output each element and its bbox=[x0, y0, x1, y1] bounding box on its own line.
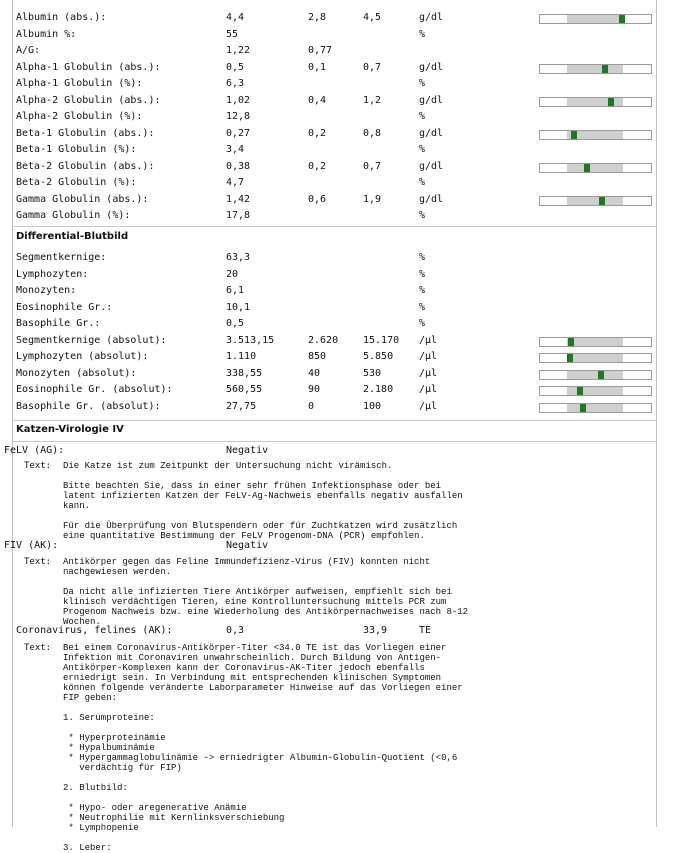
reference-range-bar bbox=[539, 337, 652, 347]
result-min: 0,1 bbox=[308, 61, 327, 73]
reference-range-bar bbox=[539, 370, 652, 380]
result-unit: % bbox=[419, 301, 426, 313]
result-value: 3.513,15 bbox=[226, 334, 275, 346]
reference-range-bar bbox=[539, 64, 652, 74]
result-max: 15.170 bbox=[363, 334, 400, 346]
reference-range-bar bbox=[539, 403, 652, 413]
result-value: 6,3 bbox=[226, 78, 245, 89]
result-unit: % bbox=[419, 268, 426, 280]
result-value: 6,1 bbox=[226, 285, 245, 296]
result-min: 0,77 bbox=[308, 45, 333, 56]
separator bbox=[13, 226, 656, 227]
result-name: Alpha-1 Globulin (%): bbox=[16, 78, 143, 89]
result-value: 1,02 bbox=[226, 94, 251, 106]
result-unit: % bbox=[419, 285, 426, 296]
result-value: 63,3 bbox=[226, 252, 251, 263]
felv-name: FeLV (AG): bbox=[4, 445, 65, 456]
result-name: Albumin %: bbox=[16, 28, 77, 40]
reference-range-bar bbox=[539, 196, 652, 206]
fiv-text-label: Text: bbox=[24, 557, 52, 567]
felv-value: Negativ bbox=[226, 445, 269, 456]
result-name: Albumin (abs.): bbox=[16, 12, 107, 23]
result-name: Beta-2 Globulin (%): bbox=[16, 177, 137, 188]
result-name: Lymphozyten (absolut): bbox=[16, 351, 149, 362]
result-value: 0,38 bbox=[226, 160, 251, 172]
result-name: Alpha-2 Globulin (%): bbox=[16, 111, 143, 122]
result-value: 3,4 bbox=[226, 144, 245, 155]
result-value: 4,7 bbox=[226, 177, 245, 188]
result-value: 338,55 bbox=[226, 367, 263, 379]
result-min: 0,2 bbox=[308, 160, 327, 172]
normal-range-band bbox=[567, 98, 623, 106]
result-min: 2,8 bbox=[308, 12, 327, 23]
result-max: 1,2 bbox=[363, 94, 382, 106]
normal-range-band bbox=[567, 354, 623, 362]
corona-text-label: Text: bbox=[24, 643, 52, 653]
normal-range-band bbox=[567, 15, 623, 23]
normal-range-band bbox=[567, 387, 623, 395]
result-unit: /µl bbox=[419, 384, 438, 395]
result-max: 4,5 bbox=[363, 12, 382, 23]
result-name: Monozyten (absolut): bbox=[16, 367, 137, 379]
result-unit: % bbox=[419, 144, 426, 155]
value-marker bbox=[602, 65, 608, 73]
normal-range-band bbox=[567, 404, 623, 412]
result-name: Eosinophile Gr.: bbox=[16, 301, 113, 313]
result-unit: % bbox=[419, 78, 426, 89]
value-marker bbox=[577, 387, 583, 395]
result-min: 2.620 bbox=[308, 334, 339, 346]
result-unit: % bbox=[419, 252, 426, 263]
fiv-name: FIV (AK): bbox=[4, 540, 59, 551]
normal-range-band bbox=[567, 164, 623, 172]
reference-range-bar bbox=[539, 14, 652, 24]
separator bbox=[13, 420, 656, 421]
result-name: Eosinophile Gr. (absolut): bbox=[16, 384, 173, 395]
result-value: 4,4 bbox=[226, 12, 245, 23]
separator bbox=[13, 441, 656, 442]
value-marker bbox=[584, 164, 590, 172]
result-min: 0,6 bbox=[308, 193, 327, 205]
value-marker bbox=[599, 197, 605, 205]
value-marker bbox=[580, 404, 586, 412]
result-max: 100 bbox=[363, 400, 382, 412]
normal-range-band bbox=[567, 338, 623, 346]
result-name: Lymphozyten: bbox=[16, 268, 89, 280]
result-value: 560,55 bbox=[226, 384, 263, 395]
result-value: 12,8 bbox=[226, 111, 251, 122]
result-unit: /µl bbox=[419, 351, 438, 362]
result-name: A/G: bbox=[16, 45, 41, 56]
normal-range-band bbox=[567, 65, 623, 73]
result-max: 2.180 bbox=[363, 384, 394, 395]
corona-text: Bei einem Coronavirus-Antikörper-Titer <34.0 TE ist das Vorliegen einer Infektion mit Coronaviren unwahrscheinlich. Durch Bildung von Antigen- Antikörper-Komplexen kann der Coronavirus-AK-Titer jedoch ebenfalls erniedrigt sein. In Verbindung mit entsprechenden klinischen Symptomen können folgende veränderte Laborparameter Hinweise auf das Vorliegen einer FIP geben: 1. Serumproteine: * Hyperproteinämie * Hypalbuminämie * Hypergammaglobulinämie -> erniedrigter Albumin-Globulin-Quotient (<0,6 verdächtig für FIP) 2. Blutbild: * Hypo- oder aregenerative Anämie * Neutrophilie mit Kernlinksverschiebung * Lymphopenie 3. Leber: bbox=[63, 643, 463, 853]
value-marker bbox=[571, 131, 577, 139]
result-name: Gamma Globulin (abs.): bbox=[16, 193, 149, 205]
result-value: 27,75 bbox=[226, 400, 257, 412]
result-name: Monozyten: bbox=[16, 285, 77, 296]
result-value: 0,5 bbox=[226, 318, 245, 329]
felv-text-label: Text: bbox=[24, 461, 52, 471]
reference-range-bar bbox=[539, 386, 652, 396]
result-unit: % bbox=[419, 111, 426, 122]
result-min: 40 bbox=[308, 367, 321, 379]
result-name: Beta-2 Globulin (abs.): bbox=[16, 160, 155, 172]
result-name: Beta-1 Globulin (%): bbox=[16, 144, 137, 155]
value-marker bbox=[619, 15, 625, 23]
result-min: 0 bbox=[308, 400, 315, 412]
result-name: Beta-1 Globulin (abs.): bbox=[16, 127, 155, 139]
result-name: Segmentkernige (absolut): bbox=[16, 334, 167, 346]
result-unit: /µl bbox=[419, 367, 438, 379]
result-unit: g/dl bbox=[419, 12, 444, 23]
reference-range-bar bbox=[539, 163, 652, 173]
result-name: Alpha-2 Globulin (abs.): bbox=[16, 94, 161, 106]
result-name: Basophile Gr.: bbox=[16, 318, 101, 329]
corona-row bbox=[16, 623, 432, 719]
result-max: 530 bbox=[363, 367, 382, 379]
result-value: 55 bbox=[226, 28, 239, 40]
result-max: 0,7 bbox=[363, 160, 382, 172]
result-unit: g/dl bbox=[419, 193, 444, 205]
result-value: 0,27 bbox=[226, 127, 251, 139]
result-value: 17,8 bbox=[226, 210, 251, 221]
result-unit: % bbox=[419, 28, 426, 40]
value-marker bbox=[568, 338, 574, 346]
result-max: 0,8 bbox=[363, 127, 382, 139]
result-unit: g/dl bbox=[419, 127, 444, 139]
result-unit: % bbox=[419, 210, 426, 221]
corona-name: Coronavirus, felines (AK): bbox=[16, 625, 173, 636]
result-value: 0,5 bbox=[226, 61, 245, 73]
reference-range-bar bbox=[539, 97, 652, 107]
corona-value: 0,3 bbox=[226, 625, 245, 636]
result-min: 850 bbox=[308, 351, 327, 362]
normal-range-band bbox=[567, 197, 623, 205]
result-unit: /µl bbox=[419, 400, 438, 412]
fiv-value: Negativ bbox=[226, 540, 269, 551]
result-value: 1.110 bbox=[226, 351, 257, 362]
result-min: 0,2 bbox=[308, 127, 327, 139]
result-min: 0,4 bbox=[308, 94, 327, 106]
result-unit: /µl bbox=[419, 334, 438, 346]
fiv-text: Antikörper gegen das Feline Immundefizienz-Virus (FIV) konnten nicht nachgewiesen werden. Da nicht alle infizierten Tiere Antikörper aufweisen, empfiehlt sich bei klinisch verdächtigen Tieren, eine Kontrolluntersuchung mittels PCR zum Progenom Nachweis bzw. eine Wiederholung des Antikörpernachweises nach 8-12 Wochen. bbox=[63, 557, 469, 627]
result-min: 90 bbox=[308, 384, 321, 395]
reference-range-bar bbox=[539, 130, 652, 140]
result-unit: g/dl bbox=[419, 160, 444, 172]
result-name: Segmentkernige: bbox=[16, 252, 107, 263]
result-unit: g/dl bbox=[419, 61, 444, 73]
corona-ref: 33,9 bbox=[363, 625, 388, 636]
value-marker bbox=[598, 371, 604, 379]
result-unit: % bbox=[419, 318, 426, 329]
value-marker bbox=[608, 98, 614, 106]
result-name: Alpha-1 Globulin (abs.): bbox=[16, 61, 161, 73]
result-unit: g/dl bbox=[419, 94, 444, 106]
result-name: Basophile Gr. (absolut): bbox=[16, 400, 161, 412]
section-title-differential: Differential-Blutbild bbox=[16, 231, 129, 242]
result-value: 1,42 bbox=[226, 193, 251, 205]
normal-range-band bbox=[567, 371, 623, 379]
result-max: 5.850 bbox=[363, 351, 394, 362]
result-max: 0,7 bbox=[363, 61, 382, 73]
value-marker bbox=[567, 354, 573, 362]
result-value: 20 bbox=[226, 268, 239, 280]
corona-unit: TE bbox=[419, 625, 432, 636]
result-value: 1,22 bbox=[226, 45, 251, 56]
section-title-virology: Katzen-Virologie IV bbox=[16, 424, 124, 435]
result-max: 1,9 bbox=[363, 193, 382, 205]
result-unit: % bbox=[419, 177, 426, 188]
reference-range-bar bbox=[539, 353, 652, 363]
result-value: 10,1 bbox=[226, 301, 251, 313]
result-name: Gamma Globulin (%): bbox=[16, 210, 131, 221]
felv-text: Die Katze ist zum Zeitpunkt der Untersuchung nicht virämisch. Bitte beachten Sie, dass in einer sehr frühen Infektionsphase oder bei latent infizierten Katzen der FeLV-Ag-Nachweis ebenfalls negativ ausfallen kann. Für die Überprüfung von Blutspendern oder für Zuchtkatzen wird zusätzlich eine quantitative Bestimmung der FeLV Progenom-DNA (PCR) empfohlen. bbox=[63, 461, 463, 541]
